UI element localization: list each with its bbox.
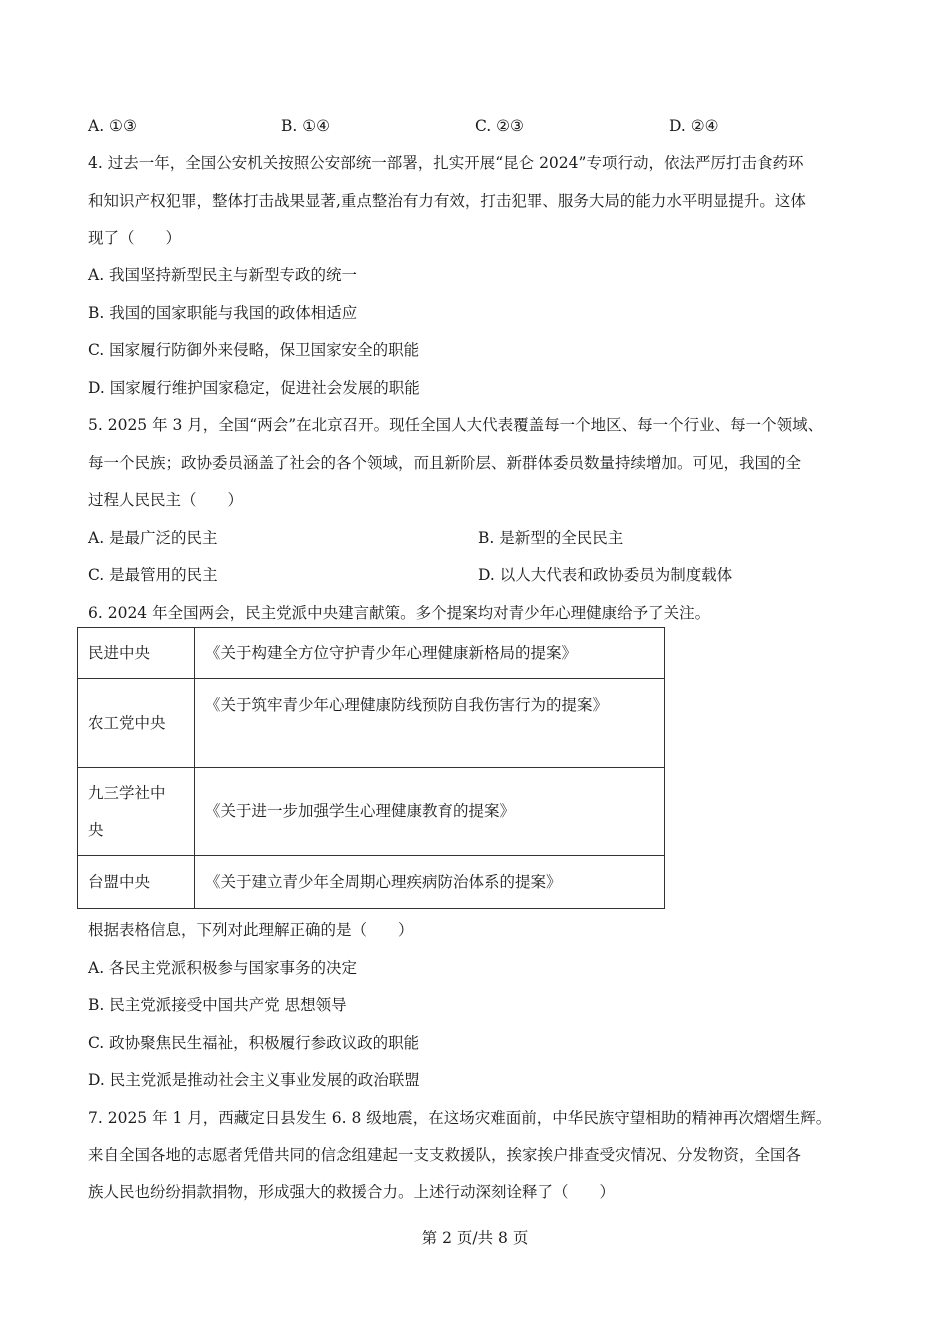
q6-option-c: C. 政协聚焦民生福祉，积极履行参政议政的职能 [88,1034,420,1052]
table-row [78,856,665,909]
party-name-line-2: 央 [88,820,104,839]
q4-option-c: C. 国家履行防御外来侵略，保卫国家安全的职能 [88,341,420,359]
q5-option-d: D. 以人大代表和政协委员为制度载体 [478,566,733,584]
q7-stem-line-1: 7. 2025 年 1 月，西藏定日县发生 6. 8 级地震，在这场灾难面前，中华民族守望相助的精神再次熠熠生辉。 [88,1109,832,1127]
q4-stem-line-3: 现了（ ） [88,229,182,247]
q6-intro: 6. 2024 年全国两会，民主党派中央建言献策。多个提案均对青少年心理健康给予了关注。 [88,604,711,622]
party-cell [78,679,195,768]
q5-stem-line-3: 过程人民民主（ ） [88,491,244,509]
q3-option-d: D. ②④ [669,117,719,135]
party-cell [78,856,195,909]
q4-stem-line-1: 4. 过去一年，全国公安机关按照公安部统一部署，扎实开展“昆仑 2024”专项行动，依法严厉打击食药环 [88,154,804,172]
q5-stem-line-2: 每一个民族；政协委员涵盖了社会的各个领域，而且新阶层、新群体委员数量持续增加。可见，我国的全 [88,454,802,472]
q7-stem-line-3: 族人民也纷纷捐款捐物，形成强大的救援合力。上述行动深刻诠释了（ ） [88,1183,616,1201]
party-cell [78,628,195,679]
q6-option-d: D. 民主党派是推动社会主义事业发展的政治联盟 [88,1071,420,1089]
q6-option-a: A. 各民主党派积极参与国家事务的决定 [88,959,358,977]
proposal-cell: 《关于进一步加强学生心理健康教育的提案》 [195,768,665,856]
q3-option-a: A. ①③ [88,117,137,135]
party-name-line-1: 九三学社中 [88,783,166,802]
proposal-cell: 《关于构建全方位守护青少年心理健康新格局的提案》 [195,628,665,679]
table-row [78,628,665,679]
proposal-cell: 《关于建立青少年全周期心理疾病防治体系的提案》 [195,856,665,909]
q4-option-d: D. 国家履行维护国家稳定，促进社会发展的职能 [88,379,420,397]
party-name: 台盟中央 [88,872,151,891]
party-name: 民进中央 [88,643,151,662]
q6-question: 根据表格信息，下列对此理解正确的是（ ） [88,921,414,939]
q3-option-b: B. ①④ [281,117,331,135]
table-row [78,679,665,768]
proposal-cell: 《关于筑牢青少年心理健康防线预防自我伤害行为的提案》 [195,679,665,768]
proposals-table [77,627,665,909]
q5-option-a: A. 是最广泛的民主 [88,529,218,547]
q5-stem-line-1: 5. 2025 年 3 月，全国“两会”在北京召开。现任全国人大代表覆盖每一个地区、每一个行业、每一个领域、 [88,416,824,434]
q4-stem-line-2: 和知识产权犯罪，整体打击战果显著,重点整治有力有效，打击犯罪、服务大局的能力水平明显提升。这体 [88,192,806,210]
q4-option-a: A. 我国坚持新型民主与新型专政的统一 [88,266,358,284]
q7-stem-line-2: 来自全国各地的志愿者凭借共同的信念组建起一支支救援队，挨家挨户排查受灾情况、分发物资，全国各 [88,1146,802,1164]
q3-option-c: C. ②③ [475,117,524,135]
q5-option-c: C. 是最管用的民主 [88,566,218,584]
q5-option-b: B. 是新型的全民民主 [478,529,624,547]
party-name: 农工党中央 [88,713,166,732]
party-cell [78,768,195,856]
q6-option-b: B. 民主党派接受中国共产党 思想领导 [88,996,347,1014]
page-number: 第 2 页/共 8 页 [421,1229,529,1247]
q4-option-b: B. 我国的国家职能与我国的政体相适应 [88,304,358,322]
table-row [78,768,665,856]
